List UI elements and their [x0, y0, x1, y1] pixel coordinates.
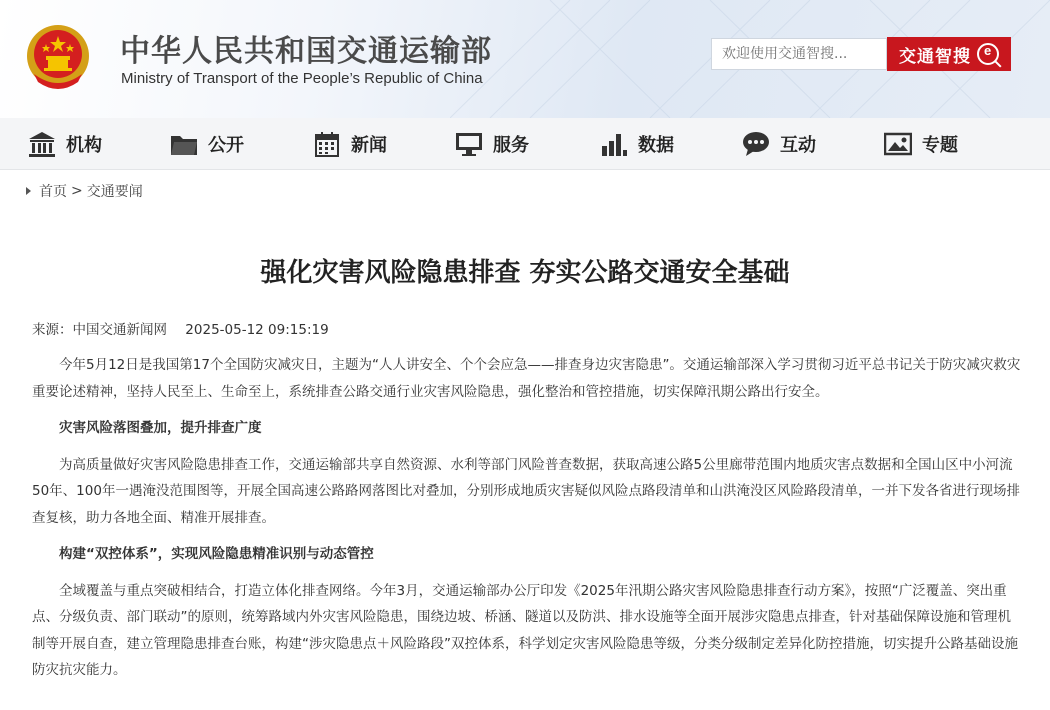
nav-item-news[interactable]	[313, 118, 387, 170]
article-paragraph: 为高质量做好灾害风险隐患排查工作，交通运输部共享自然资源、水利等部门风险普查数据，获取高速公路5公里廊带范围内地质灾害点数据和全国山区中小河流50年、100年一遇淹没范围图等，开展全国高速公路路网落图比对叠加，分别形成地质灾害疑似风险点路段清单和山洪淹没区风险路段清单，一并下发各省进行现场排查复核，助力各地全面、精准开展排查。	[32, 456, 1020, 526]
search-icon	[977, 43, 999, 65]
bar-chart-icon	[600, 131, 628, 157]
article-meta	[32, 318, 329, 338]
article-source: 来源：中国交通新闻网	[32, 322, 167, 338]
article-date: 2025-05-12 09:15:19	[185, 322, 329, 338]
site-title-chinese: 中华人民共和国交通运输部	[120, 34, 492, 69]
main-nav	[0, 118, 1050, 170]
breadcrumb-separator: >	[71, 183, 83, 199]
nav-item-label: 机构	[66, 135, 102, 156]
chat-bubble-icon	[742, 131, 770, 157]
nav-item-label: 新闻	[351, 135, 387, 156]
article-subheading: 灾害风险落图叠加，提升排查广度	[59, 420, 262, 436]
nav-item-label: 服务	[493, 135, 529, 156]
search-button-label: 交通智搜	[899, 46, 971, 66]
breadcrumb-current-link[interactable]: 交通要闻	[86, 184, 143, 200]
nav-item-label: 互动	[780, 135, 816, 156]
site-header	[0, 0, 1050, 118]
nav-item-organization[interactable]	[28, 118, 102, 170]
search-input[interactable]	[711, 38, 887, 70]
folder-icon	[170, 131, 198, 157]
breadcrumb	[26, 181, 143, 201]
site-title-english: Ministry of Transport of the People’s Republic of China	[121, 70, 483, 87]
image-icon	[884, 131, 912, 157]
article-subheading: 构建“双控体系”，实现风险隐患精准识别与动态管控	[59, 546, 374, 562]
breadcrumb-arrow-icon	[26, 187, 31, 195]
nav-item-label: 公开	[208, 135, 244, 156]
calendar-icon	[313, 131, 341, 157]
article-paragraph: 今年5月12日是我国第17个全国防灾减灾日，主题为“人人讲安全、个个会应急——排查身边灾害隐患”。交通运输部深入学习贯彻习近平总书记关于防灾减灾救灾重要论述精神，坚持人民至上、生命至上，系统排查公路交通行业灾害风险隐患，强化整治和管控措施，切实保障汛期公路出行安全。	[32, 357, 1021, 400]
article-body	[32, 352, 1022, 694]
nav-item-label: 专题	[922, 135, 958, 156]
nav-item-public[interactable]	[170, 118, 244, 170]
nav-item-topics[interactable]	[884, 118, 958, 170]
breadcrumb-home-link[interactable]: 首页	[39, 184, 67, 200]
article-title: 强化灾害风险隐患排查 夯实公路交通安全基础	[260, 258, 790, 288]
building-icon	[28, 131, 56, 157]
nav-item-label: 数据	[638, 135, 674, 156]
monitor-icon	[455, 131, 483, 157]
nav-item-interaction[interactable]	[742, 118, 816, 170]
nav-item-service[interactable]	[455, 118, 529, 170]
article-paragraph: 全域覆盖与重点突破相结合，打造立体化排查网络。今年3月，交通运输部办公厅印发《2025年汛期公路灾害风险隐患排查行动方案》，按照“广泛覆盖、突出重点、分级负责、部门联动”的原则，统筹路域内外灾害风险隐患，围绕边坡、桥涵、隧道以及防洪、排水设施等全面开展涉灾隐患点排查，针对基础保障设施和管理机制等开展自查，建立管理隐患排查台账，构建“涉灾隐患点＋风险路段”双控体系，科学划定灾害风险隐患等级，分类分级制定差异化防控措施，切实提升公路基础设施防灾抗灾能力。	[32, 582, 1018, 678]
search-button[interactable]	[887, 37, 1011, 71]
nav-item-data[interactable]	[600, 118, 674, 170]
national-emblem-icon	[24, 22, 92, 94]
